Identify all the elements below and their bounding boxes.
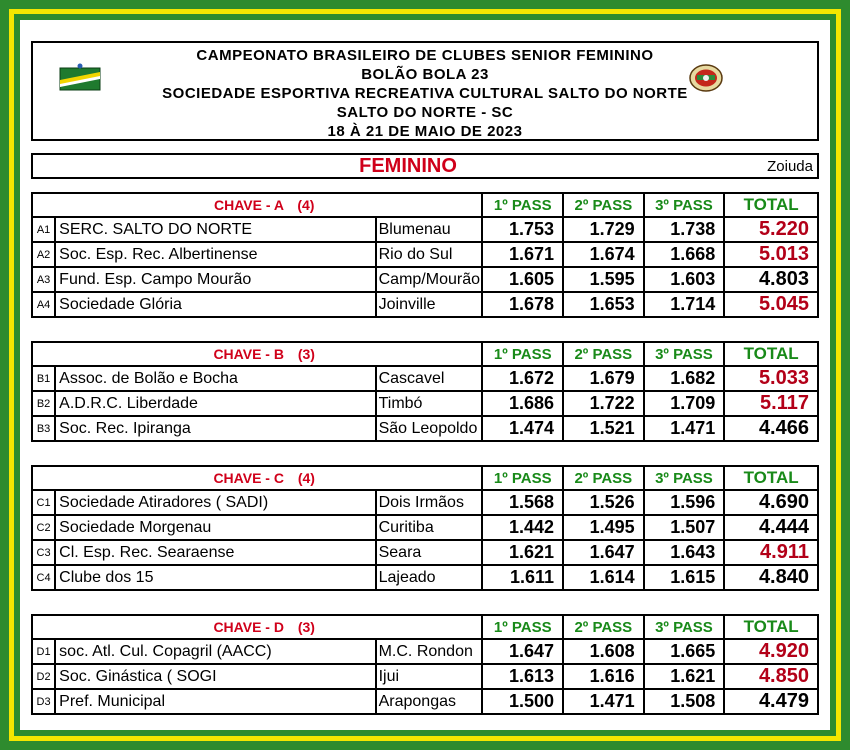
pass-2-score: 1.679 (563, 366, 644, 391)
group-header-row (32, 466, 818, 490)
pass-2-score: 1.526 (563, 490, 644, 515)
pass-2-score: 1.614 (563, 565, 644, 590)
pass-2-score: 1.616 (563, 664, 644, 689)
table-row (32, 217, 818, 242)
team-code: C1 (32, 490, 55, 515)
pass-2-score: 1.608 (563, 639, 644, 664)
group-header-row (32, 342, 818, 366)
column-header-pass-2: 2º PASS (563, 466, 644, 490)
column-header-total: TOTAL (724, 615, 818, 639)
confederation-logo-icon (58, 62, 102, 92)
pass-2-score: 1.722 (563, 391, 644, 416)
pass-1-score: 1.671 (482, 242, 563, 267)
club-city: Curitiba (376, 515, 483, 540)
club-name: Soc. Rec. Ipiranga (55, 416, 375, 441)
table-row (32, 242, 818, 267)
pass-3-score: 1.682 (644, 366, 725, 391)
club-name: Fund. Esp. Campo Mourão (55, 267, 375, 292)
total-score: 4.911 (724, 540, 818, 565)
pass-2-score: 1.471 (563, 689, 644, 714)
club-city: Rio do Sul (376, 242, 483, 267)
club-name: Cl. Esp. Rec. Searaense (55, 540, 375, 565)
table-row (32, 490, 818, 515)
club-name: Assoc. de Bolão e Bocha (55, 366, 375, 391)
pass-2-score: 1.653 (563, 292, 644, 317)
header-location: SALTO DO NORTE - SC (336, 104, 514, 121)
column-header-pass-1: 1º PASS (482, 466, 563, 490)
group-header-row (32, 615, 818, 639)
table-row (32, 416, 818, 441)
team-code: B2 (32, 391, 55, 416)
pass-1-score: 1.568 (482, 490, 563, 515)
group-team-count: (3) (297, 346, 315, 362)
column-header-pass-3: 3º PASS (644, 342, 725, 366)
pass-3-score: 1.643 (644, 540, 725, 565)
pass-2-score: 1.674 (563, 242, 644, 267)
pass-3-score: 1.621 (644, 664, 725, 689)
pass-3-score: 1.507 (644, 515, 725, 540)
pass-1-score: 1.442 (482, 515, 563, 540)
pass-3-score: 1.709 (644, 391, 725, 416)
pass-3-score: 1.471 (644, 416, 725, 441)
team-code: A4 (32, 292, 55, 317)
pass-2-score: 1.729 (563, 217, 644, 242)
total-score: 5.033 (724, 366, 818, 391)
team-code: C4 (32, 565, 55, 590)
club-city: M.C. Rondon (376, 639, 483, 664)
column-header-pass-2: 2º PASS (563, 615, 644, 639)
column-header-pass-1: 1º PASS (482, 193, 563, 217)
pass-3-score: 1.603 (644, 267, 725, 292)
table-row (32, 391, 818, 416)
club-name: SERC. SALTO DO NORTE (55, 217, 375, 242)
pass-2-score: 1.595 (563, 267, 644, 292)
team-code: A1 (32, 217, 55, 242)
total-score: 5.117 (724, 391, 818, 416)
pass-3-score: 1.615 (644, 565, 725, 590)
table-row (32, 689, 818, 714)
club-name: Sociedade Atiradores ( SADI) (55, 490, 375, 515)
pass-3-score: 1.665 (644, 639, 725, 664)
pass-3-score: 1.738 (644, 217, 725, 242)
team-code: A2 (32, 242, 55, 267)
club-name: A.D.R.C. Liberdade (55, 391, 375, 416)
pass-3-score: 1.668 (644, 242, 725, 267)
table-row (32, 515, 818, 540)
team-code: B3 (32, 416, 55, 441)
lane-label: Zoiuda (767, 158, 813, 175)
table-row (32, 267, 818, 292)
pass-3-score: 1.714 (644, 292, 725, 317)
club-city: Lajeado (376, 565, 483, 590)
column-header-pass-3: 3º PASS (644, 615, 725, 639)
group-d-table (31, 614, 819, 715)
group-title: CHAVE - C (4) (32, 466, 482, 490)
club-city: Blumenau (376, 217, 483, 242)
total-score: 5.220 (724, 217, 818, 242)
club-city: Seara (376, 540, 483, 565)
pass-1-score: 1.500 (482, 689, 563, 714)
total-score: 4.850 (724, 664, 818, 689)
total-score: 4.803 (724, 267, 818, 292)
team-code: D3 (32, 689, 55, 714)
club-name: Pref. Municipal (55, 689, 375, 714)
total-score: 5.013 (724, 242, 818, 267)
pass-1-score: 1.474 (482, 416, 563, 441)
club-city: Ijui (376, 664, 483, 689)
club-name: Soc. Ginástica ( SOGI (55, 664, 375, 689)
pass-2-score: 1.647 (563, 540, 644, 565)
pass-1-score: 1.753 (482, 217, 563, 242)
table-row (32, 540, 818, 565)
group-team-count: (3) (297, 619, 315, 635)
team-code: D2 (32, 664, 55, 689)
pass-1-score: 1.605 (482, 267, 563, 292)
group-title: CHAVE - D (3) (32, 615, 482, 639)
pass-1-score: 1.686 (482, 391, 563, 416)
club-city: Arapongas (376, 689, 483, 714)
pass-1-score: 1.621 (482, 540, 563, 565)
total-score: 4.466 (724, 416, 818, 441)
group-c-table (31, 465, 819, 591)
table-row (32, 366, 818, 391)
club-city: Camp/Mourão (376, 267, 483, 292)
club-name: Clube dos 15 (55, 565, 375, 590)
header-title: CAMPEONATO BRASILEIRO DE CLUBES SENIOR FEMININO (196, 47, 654, 64)
pass-2-score: 1.495 (563, 515, 644, 540)
column-header-pass-2: 2º PASS (563, 193, 644, 217)
club-name: soc. Atl. Cul. Copagril (AACC) (55, 639, 375, 664)
group-title: CHAVE - B (3) (32, 342, 482, 366)
team-code: A3 (32, 267, 55, 292)
total-score: 5.045 (724, 292, 818, 317)
pass-3-score: 1.508 (644, 689, 725, 714)
group-team-count: (4) (297, 470, 315, 486)
pass-3-score: 1.596 (644, 490, 725, 515)
host-club-crest-icon (688, 63, 724, 93)
club-name: Soc. Esp. Rec. Albertinense (55, 242, 375, 267)
club-city: Cascavel (376, 366, 483, 391)
table-row (32, 664, 818, 689)
total-score: 4.444 (724, 515, 818, 540)
group-team-count: (4) (297, 197, 315, 213)
total-score: 4.479 (724, 689, 818, 714)
table-row (32, 565, 818, 590)
team-code: C3 (32, 540, 55, 565)
category-title: FEMININO (359, 155, 457, 177)
column-header-pass-3: 3º PASS (644, 466, 725, 490)
table-row (32, 639, 818, 664)
column-header-total: TOTAL (724, 342, 818, 366)
column-header-total: TOTAL (724, 466, 818, 490)
club-name: Sociedade Glória (55, 292, 375, 317)
pass-1-score: 1.611 (482, 565, 563, 590)
club-city: Timbó (376, 391, 483, 416)
pass-2-score: 1.521 (563, 416, 644, 441)
total-score: 4.920 (724, 639, 818, 664)
club-city: Dois Irmãos (376, 490, 483, 515)
total-score: 4.690 (724, 490, 818, 515)
pass-1-score: 1.672 (482, 366, 563, 391)
team-code: C2 (32, 515, 55, 540)
club-city: São Leopoldo (376, 416, 483, 441)
column-header-pass-2: 2º PASS (563, 342, 644, 366)
pass-1-score: 1.678 (482, 292, 563, 317)
pass-1-score: 1.613 (482, 664, 563, 689)
club-name: Sociedade Morgenau (55, 515, 375, 540)
header-host-club: SOCIEDADE ESPORTIVA RECREATIVA CULTURAL SALTO DO NORTE (162, 85, 688, 102)
group-b-table (31, 341, 819, 442)
table-row (32, 292, 818, 317)
header-dates: 18 À 21 DE MAIO DE 2023 (327, 123, 523, 140)
column-header-pass-1: 1º PASS (482, 615, 563, 639)
column-header-total: TOTAL (724, 193, 818, 217)
pass-1-score: 1.647 (482, 639, 563, 664)
total-score: 4.840 (724, 565, 818, 590)
column-header-pass-1: 1º PASS (482, 342, 563, 366)
group-header-row (32, 193, 818, 217)
club-city: Joinville (376, 292, 483, 317)
team-code: D1 (32, 639, 55, 664)
team-code: B1 (32, 366, 55, 391)
category-bar (31, 153, 819, 179)
column-header-pass-3: 3º PASS (644, 193, 725, 217)
group-title: CHAVE - A (4) (32, 193, 482, 217)
group-a-table (31, 192, 819, 318)
header-event: BOLÃO BOLA 23 (361, 66, 489, 83)
